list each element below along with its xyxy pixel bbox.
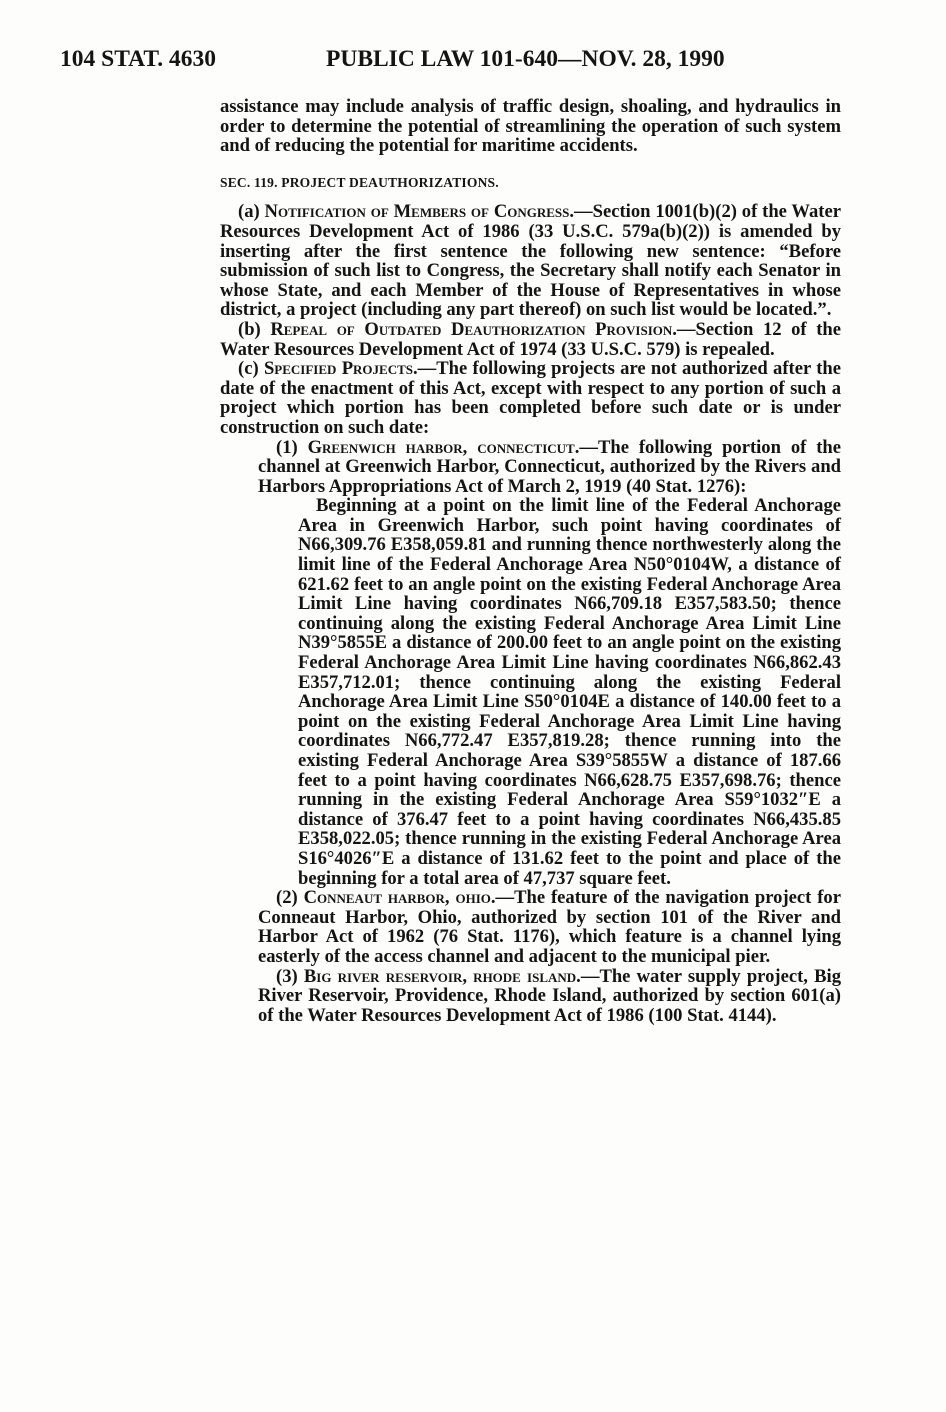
subsection-a-text: —Section 1001(b)(2) of the Water Resources Development Act of 1986 (33 U.S.C. 579a(b)(2)) is amended by inserting after the first sentence the following new sentence: “Before submission of such list to Congress, the Secretary shall notify each Senator in whose State, and each Member of the House of Representatives in whose district, a project (including any part thereof) on such list would be located.”. (220, 201, 841, 321)
public-law-title: PUBLIC LAW 101-640—NOV. 28, 1990 (326, 46, 725, 72)
subsection-b-title: Repeal of Outdated Deauthorization Provision. (270, 318, 677, 340)
subsection-c-title: Specified Projects. (263, 358, 418, 380)
paragraph-2 (220, 888, 841, 966)
subsection-b-label: (b) (238, 318, 271, 340)
paragraph-3-title: Big river reservoir, rhode island. (303, 965, 581, 987)
paragraph-2-text: —The feature of the navigation project for Conneaut Harbor, Ohio, authorized by section 101 of the River and Harbor Act of 1962 (76 Stat. 1176), which feature is a channel lying easterly of the access channel and adjacent to the municipal pier. (258, 887, 841, 967)
paragraph-1 (220, 438, 841, 497)
subsection-a-label: (a) (238, 201, 265, 223)
paragraph-2-label: (2) (276, 887, 304, 909)
body-text (220, 97, 841, 1025)
subsection-c-text: —The following projects are not authorized after the date of the enactment of this Act, except with respect to any portion of such a project which portion has been completed before such date or is under construction on such date: (220, 358, 841, 438)
page-header (60, 46, 900, 86)
paragraph-3 (220, 967, 841, 1026)
paragraph-1-title: Greenwich harbor, connecticut. (307, 436, 580, 458)
paragraph-2-title: Conneaut harbor, ohio. (303, 887, 496, 909)
paragraph-1-text: —The following portion of the channel at Greenwich Harbor, Connecticut, authorized by the Rivers and Harbors Appropriations Act of March 2, 1919 (40 Stat. 1276): (258, 436, 841, 497)
intro-paragraph: assistance may include analysis of traffic design, shoaling, and hydraulics in order to determine the potential of streamlining the operation of such system and of reducing the potential for maritime accidents. (220, 96, 841, 157)
paragraph-1-label: (1) (276, 436, 308, 458)
subsection-a (220, 202, 841, 320)
statute-page-number: 104 STAT. 4630 (60, 46, 217, 72)
subsection-b (220, 320, 841, 359)
paragraph-3-text: —The water supply project, Big River Reservoir, Providence, Rhode Island, authorized by section 601(a) of the Water Resources Development Act of 1986 (100 Stat. 4144). (258, 965, 842, 1026)
paragraph-3-label: (3) (276, 965, 304, 987)
subsection-c-label: (c) (238, 358, 264, 380)
subsection-c (220, 359, 841, 437)
subsection-a-title: Notification of Members of Congress. (264, 201, 575, 223)
section-heading: SEC. 119. PROJECT DEAUTHORIZATIONS. (220, 174, 499, 190)
subsection-b-text: —Section 12 of the Water Resources Development Act of 1974 (33 U.S.C. 579) is repealed. (220, 318, 842, 360)
paragraph-1-description: Beginning at a point on the limit line of the Federal Anchorage Area in Greenwich Harbor, such point having coordinates of N66,309.76 E358,059.81 and running thence northwesterly along the limit line of the Federal Anchorage Area N50°0104W, a distance of 621.62 feet to an angle point on the existing Federal Anchorage Area Limit Line having coordinates N66,709.18 E357,583.50; thence continuing along the existing Federal Anchorage Area Limit Line N39°5855E a distance of 200.00 feet to an angle point on the existing Federal Anchorage Area Limit Line having coordinates N66,862.43 E357,712.01; thence continuing along the existing Federal Anchorage Area Limit Line S50°0104E a distance of 140.00 feet to a point on the existing Federal Anchorage Area Limit Line having coordinates N66,772.47 E357,819.28; thence running into the existing Federal Anchorage Area S39°5855W a distance of 187.66 feet to a point having coordinates N66,628.75 E357,698.76; thence running in the existing Federal Anchorage Area S59°1032″E a distance of 376.47 feet to a point having coordinates N66,435.85 E358,022.05; thence running in the existing Federal Anchorage Area S16°4026″E a distance of 131.62 feet to the point and place of the beginning for a total area of 47,737 square feet. (298, 495, 841, 889)
